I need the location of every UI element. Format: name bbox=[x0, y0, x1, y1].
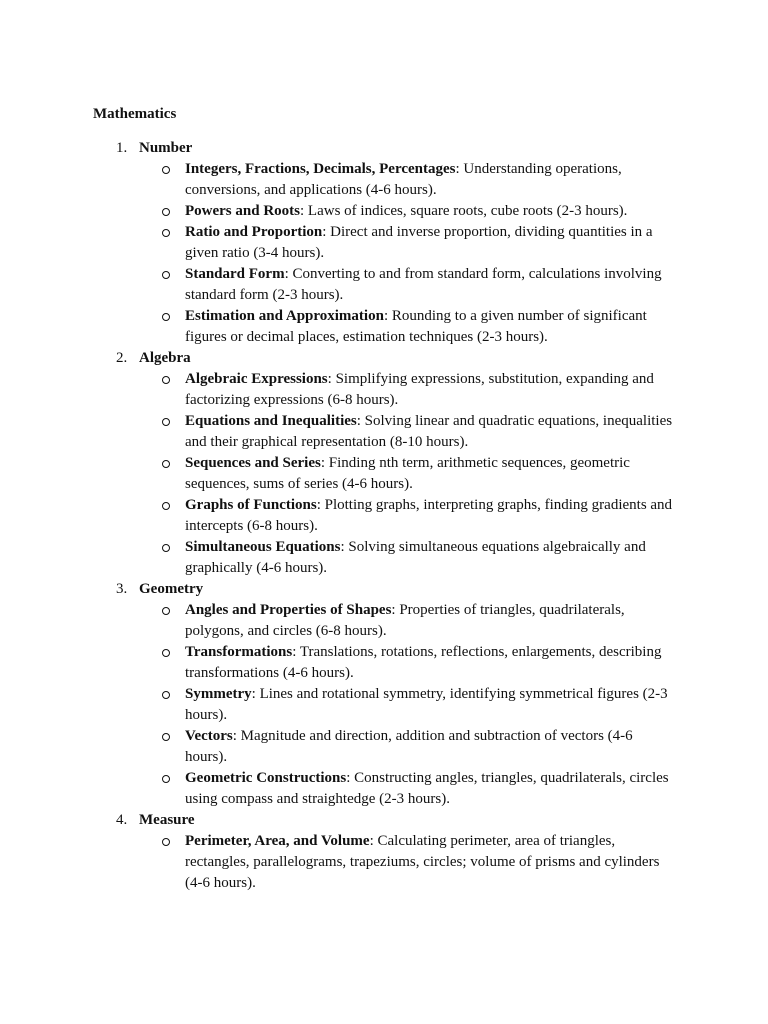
list-item bbox=[93, 537, 675, 579]
topic-name: Vectors bbox=[185, 728, 233, 744]
topic-description: : Understanding operations, conversions, and applications (4-6 hours). bbox=[185, 161, 622, 198]
topic-name: Transformations bbox=[185, 644, 293, 660]
section-heading bbox=[93, 810, 693, 831]
topic-name: Powers and Roots bbox=[185, 203, 300, 219]
section-list bbox=[93, 138, 693, 894]
list-item bbox=[93, 411, 675, 453]
topic-description: : Solving simultaneous equations algebraically and graphically (4-6 hours). bbox=[185, 539, 646, 576]
topic-description: : Lines and rotational symmetry, identifying symmetrical figures (2-3 hours). bbox=[185, 686, 668, 723]
topic-description: : Calculating perimeter, area of triangles, rectangles, parallelograms, trapeziums, circles; volume of prisms and cylinders (4-6 hours). bbox=[185, 833, 660, 891]
section-index: 1. bbox=[116, 140, 128, 156]
list-item bbox=[93, 222, 675, 264]
topic-name: Sequences and Series bbox=[185, 455, 321, 471]
topic-name: Angles and Properties of Shapes bbox=[185, 602, 392, 618]
section-heading bbox=[93, 579, 693, 600]
section-index: 4. bbox=[116, 812, 128, 828]
list-item bbox=[93, 495, 675, 537]
hollow-bullet-icon bbox=[162, 418, 170, 426]
hollow-bullet-icon bbox=[162, 649, 170, 657]
section-algebra bbox=[93, 348, 693, 579]
section-title: Geometry bbox=[139, 581, 204, 597]
topic-description: : Rounding to a given number of significant figures or decimal places, estimation techniques (2-3 hours). bbox=[185, 308, 647, 345]
list-item bbox=[93, 453, 675, 495]
list-item bbox=[93, 726, 675, 768]
topic-description: : Laws of indices, square roots, cube roots (2-3 hours). bbox=[300, 203, 628, 219]
topic-list bbox=[93, 369, 693, 579]
topic-description: : Constructing angles, triangles, quadrilaterals, circles using compass and straightedge (2-3 hours). bbox=[185, 770, 669, 807]
hollow-bullet-icon bbox=[162, 502, 170, 510]
section-title: Number bbox=[139, 140, 193, 156]
topic-name: Standard Form bbox=[185, 266, 285, 282]
topic-description: : Solving linear and quadratic equations, inequalities and their graphical representation (8-10 hours). bbox=[185, 413, 673, 450]
section-measure bbox=[93, 810, 693, 894]
topic-name: Equations and Inequalities bbox=[185, 413, 357, 429]
hollow-bullet-icon bbox=[162, 460, 170, 468]
hollow-bullet-icon bbox=[162, 544, 170, 552]
hollow-bullet-icon bbox=[162, 607, 170, 615]
hollow-bullet-icon bbox=[162, 691, 170, 699]
list-item bbox=[93, 831, 675, 894]
topic-description: : Properties of triangles, quadrilaterals, polygons, and circles (6-8 hours). bbox=[185, 602, 625, 639]
topic-description: : Direct and inverse proportion, dividing quantities in a given ratio (3-4 hours). bbox=[185, 224, 653, 261]
hollow-bullet-icon bbox=[162, 208, 170, 216]
list-item bbox=[93, 684, 675, 726]
section-geometry bbox=[93, 579, 693, 810]
topic-list bbox=[93, 831, 693, 894]
list-item bbox=[93, 264, 675, 306]
section-index: 2. bbox=[116, 350, 128, 366]
hollow-bullet-icon bbox=[162, 229, 170, 237]
hollow-bullet-icon bbox=[162, 733, 170, 741]
topic-name: Symmetry bbox=[185, 686, 252, 702]
section-index: 3. bbox=[116, 581, 128, 597]
hollow-bullet-icon bbox=[162, 166, 170, 174]
list-item bbox=[93, 768, 675, 810]
section-heading bbox=[93, 138, 693, 159]
topic-name: Simultaneous Equations bbox=[185, 539, 341, 555]
list-item bbox=[93, 600, 675, 642]
list-item bbox=[93, 201, 675, 222]
topic-name: Perimeter, Area, and Volume bbox=[185, 833, 370, 849]
topic-name: Algebraic Expressions bbox=[185, 371, 328, 387]
hollow-bullet-icon bbox=[162, 775, 170, 783]
topic-description: : Magnitude and direction, addition and subtraction of vectors (4-6 hours). bbox=[185, 728, 633, 765]
hollow-bullet-icon bbox=[162, 838, 170, 846]
list-item bbox=[93, 306, 675, 348]
section-title: Measure bbox=[139, 812, 195, 828]
topic-description: : Plotting graphs, interpreting graphs, finding gradients and intercepts (6-8 hours). bbox=[185, 497, 673, 534]
topic-description: : Simplifying expressions, substitution, expanding and factorizing expressions (6-8 hours). bbox=[185, 371, 654, 408]
topic-description: : Translations, rotations, reflections, enlargements, describing transformations (4-6 hours). bbox=[185, 644, 662, 681]
topic-list bbox=[93, 600, 693, 810]
section-title: Algebra bbox=[139, 350, 191, 366]
hollow-bullet-icon bbox=[162, 376, 170, 384]
topic-description: : Converting to and from standard form, calculations involving standard form (2-3 hours). bbox=[185, 266, 662, 303]
topic-name: Ratio and Proportion bbox=[185, 224, 323, 240]
section-heading bbox=[93, 348, 693, 369]
document-title: Mathematics bbox=[93, 106, 177, 122]
list-item bbox=[93, 369, 675, 411]
list-item bbox=[93, 642, 675, 684]
topic-description: : Finding nth term, arithmetic sequences, geometric sequences, sums of series (4-6 hours). bbox=[185, 455, 630, 492]
topic-name: Graphs of Functions bbox=[185, 497, 317, 513]
section-number bbox=[93, 138, 693, 348]
topic-name: Integers, Fractions, Decimals, Percentages bbox=[185, 161, 456, 177]
topic-list bbox=[93, 159, 693, 348]
topic-name: Estimation and Approximation bbox=[185, 308, 384, 324]
hollow-bullet-icon bbox=[162, 313, 170, 321]
topic-name: Geometric Constructions bbox=[185, 770, 347, 786]
hollow-bullet-icon bbox=[162, 271, 170, 279]
list-item bbox=[93, 159, 675, 201]
